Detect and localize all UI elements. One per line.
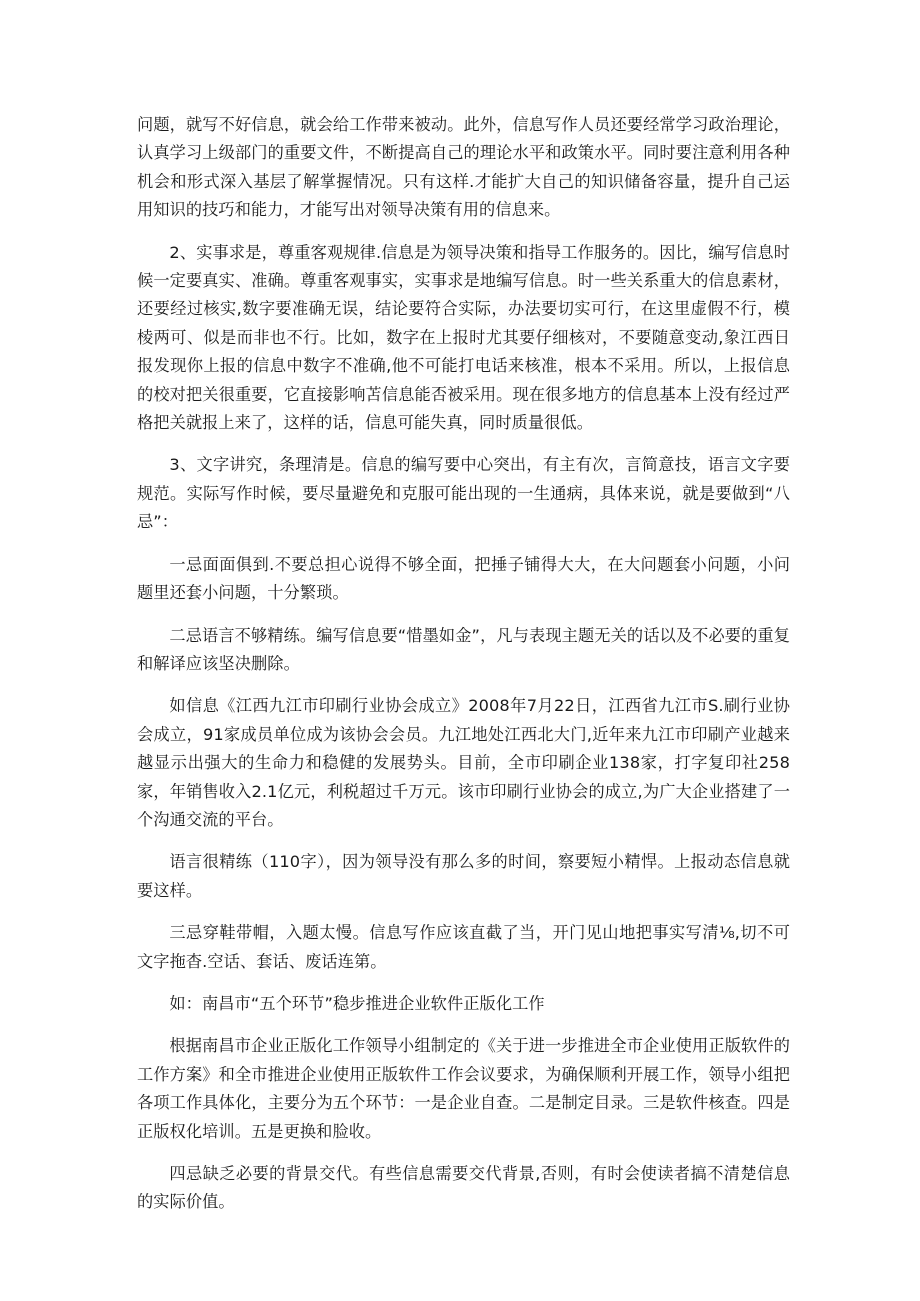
paragraph-taboo-three: 三忌穿鞋带帽，入题太慢。信息写作应该直截了当，开门见山地把事实写清⅛,切不可文字拖杳.空话、套话、废话连第。 bbox=[137, 923, 790, 971]
paragraph-wording: 3、文字讲究，条理清是。信息的编写要中心突出，有主有次，言简意技，语言文字要规范。实际写作时候，要尽量避免和克服可能出现的一生通病，具体来说，就是要做到“八忌”： bbox=[137, 455, 790, 532]
paragraph-taboo-four: 四忌缺乏必要的背景交代。有些信息需要交代背景,否则，有时会使读者搞不清楚信息的实际价值。 bbox=[137, 1164, 790, 1212]
paragraph-taboo-two: 二忌语言不够精练。编写信息要“惜墨如金”，凡与表现主题无关的话以及不必要的重复和解译应该坚决删除。 bbox=[137, 625, 790, 673]
paragraph-taboo-one: 一忌面面俱到.不要总担心说得不够全面，把捶子铺得大大，在大问题套小问题，小问题里还套小问题，十分繁琐。 bbox=[137, 554, 790, 603]
paragraph-example-comment: 语言很精练（110字），因为领导没有那么多的时间，察要短小精悍。上报动态信息就要这样。 bbox=[137, 852, 790, 900]
paragraph-example-jiujiang: 如信息《江西九江市印刷行业协会成立》2008年7月22日，江西省九江市S.刷行业协会成立，91家成员单位成为该协会会员。九江地处江西北大门,近年来九江市印刷产业越来越显示出强大的生命力和稳健的发展势头。目前，全市印刷企业138家，打字复印社258家，年销售收入2.1亿元，利税超过千万元。该市印刷行业协会的成立,为广大企业搭建了一个沟通交流的平台。 bbox=[137, 696, 790, 829]
document-body bbox=[137, 111, 790, 1231]
paragraph-continuation: 问题，就写不好信息，就会给工作带来被动。此外，信息写作人员还要经常学习政治理论，认真学习上级部门的重要文件，不断提高自己的理论水平和政策水平。同时要注意利用各种机会和形式深入基层了解掌握情况。只有这样.才能扩大自己的知识储备容量，提升自己运用知识的技巧和能力，才能写出对领导决策有用的信息来。 bbox=[137, 115, 790, 220]
paragraph-example-title: 如：南昌市“五个环节”稳步推进企业软件正版化工作 bbox=[169, 993, 545, 1013]
paragraph-fact-seeking: 2、实事求是，尊重客观规律.信息是为领导决策和指导工作服务的。因比，编写信息时候一定要真实、准确。尊重客观事实，实事求是地编写信息。时一些关系重大的信息素材，还要经过核实,数字要准确无误，结论要符合实际，办法要切实可行，在这里虚假不行，模棱两可、似是而非也不行。比如，数字在上报时尤其要仔细核对，不要随意变动,象江西日报发现你上报的信息中数字不准确,他不可能打电话来核准，根本不采用。所以，上报信息的校对把关很重要，它直接影响苫信息能否被采用。现在很多地方的信息基本上没有经过严格把关就报上来了，这样的话，信息可能失真，同时质量很低。 bbox=[137, 242, 790, 433]
paragraph-example-nanchang: 根据南昌市企业正版化工作领导小组制定的《关于进一步推进全市企业使用正版软件的工作方案》和全市推进企业使用正版软件工作会议要求，为确保顺利开展工作，领导小组把各项工作具体化，主要分为五个环节：一是企业自查。二是制定目录。三是软件核查。四是正版权化培训。五是更换和脸收。 bbox=[137, 1036, 790, 1141]
